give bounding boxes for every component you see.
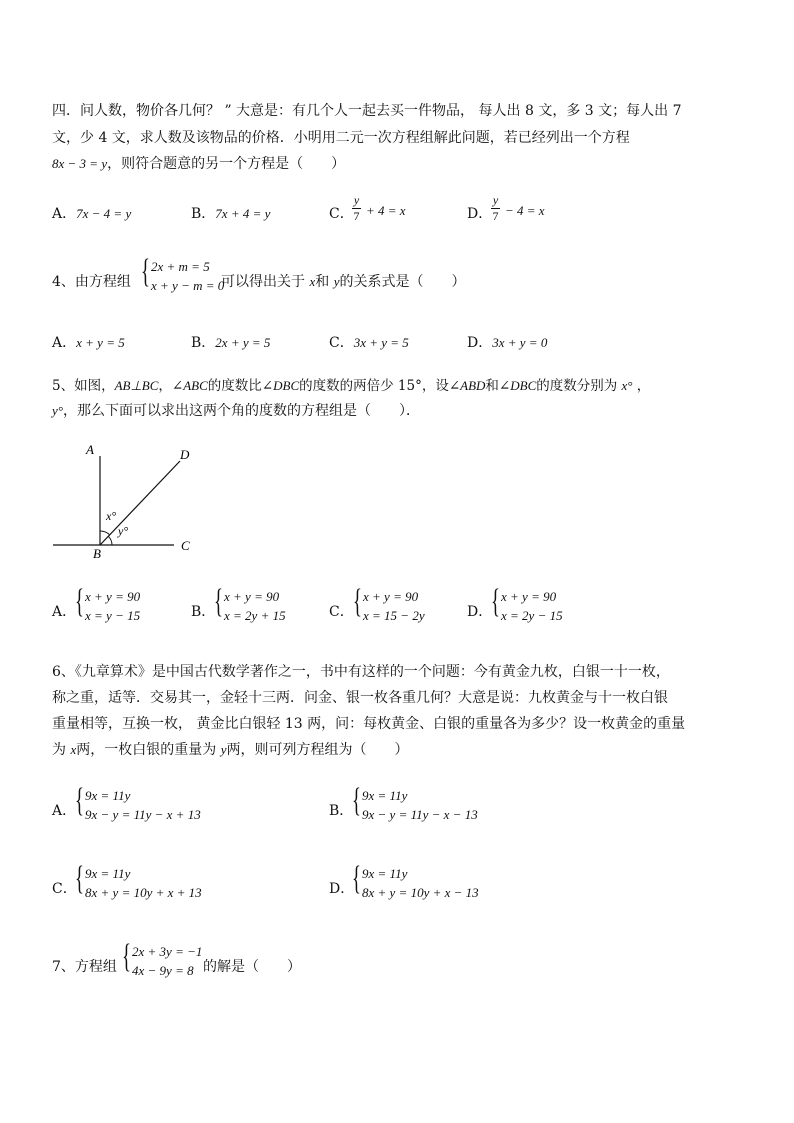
option-expr: 7x − 4 = y xyxy=(76,206,132,221)
system-line-1: 9x = 11y xyxy=(362,788,408,803)
system-line-1: x + y = 90 xyxy=(363,589,419,604)
q-prev-option-d-label: D． xyxy=(467,206,493,222)
brace-icon: { xyxy=(214,583,223,620)
q6-line1: 6、《九章算术》是中国古代数学著作之一，书中有这样的一个问题：今有黄金九枚，白银一十一枚， xyxy=(52,664,670,680)
system-line-1: x + y = 90 xyxy=(501,589,557,604)
q6-option-b-label: B． xyxy=(329,803,354,819)
q4-suffix-b: 和 xyxy=(315,274,330,290)
brace-icon: { xyxy=(75,860,84,897)
q5-option-c-label: C． xyxy=(329,604,354,620)
label-a: A xyxy=(86,442,94,457)
angle-figure xyxy=(50,438,200,558)
option-expr: 3x + y = 5 xyxy=(353,335,409,350)
label-b: B xyxy=(93,546,101,558)
option-label: C． xyxy=(329,335,354,351)
q-prev-line3-text: ，则符合题意的另一个方程是（ ） xyxy=(107,156,346,172)
system-line-2: 9x − y = 11y − x − 13 xyxy=(362,807,478,822)
var-y: y xyxy=(333,274,340,289)
q4-option-c xyxy=(329,332,409,352)
q5-math: AB⊥BC xyxy=(114,378,159,393)
q5-text: 的度数分别为 xyxy=(536,378,618,394)
q4-option-d xyxy=(467,332,547,352)
system-line-2: 9x − y = 11y − x + 13 xyxy=(85,807,201,822)
q5-text: ，那么下面可以求出这两个角的度数的方程组是（ ）． xyxy=(62,403,420,419)
q-prev-option-b xyxy=(191,203,270,223)
q5-text: 5、如图， xyxy=(52,378,115,394)
option-label: A． xyxy=(52,206,77,222)
system-line-1: 2x + 3y = −1 xyxy=(132,944,203,959)
fraction-numerator: y xyxy=(492,193,499,207)
q5-text: 的度数的两倍少 15°，设∠ xyxy=(299,378,461,394)
q5-math: x° xyxy=(621,378,633,393)
option-label: A． xyxy=(52,335,77,351)
q6-text: 两，一枚白银的重量为 xyxy=(76,742,217,758)
q-prev-option-c-rest: + 4 = x xyxy=(366,203,406,218)
q4-suffix-c: 的关系式是（ ） xyxy=(339,274,466,290)
q5-math: DBC xyxy=(273,378,300,393)
system-line-1: 9x = 11y xyxy=(85,866,131,881)
option-label: D． xyxy=(467,335,493,351)
angle-arc-y xyxy=(108,536,112,545)
q-prev-option-d-rest: − 4 = x xyxy=(505,203,545,218)
brace-icon: { xyxy=(353,583,362,620)
q6-option-c-label: C． xyxy=(52,881,77,897)
brace-icon: { xyxy=(75,583,84,620)
q5-math: ABD xyxy=(460,378,486,393)
q5-math: DBC xyxy=(510,378,537,393)
option-label: B． xyxy=(191,206,216,222)
q4-suffix-a: 可以得出关于 xyxy=(221,274,305,290)
q-prev-line2: 文，少 4 文，求人数及该物品的价格．小明用二元一次方程组解此问题，若已经列出一个方程 xyxy=(52,130,630,146)
q-prev-line3 xyxy=(52,153,345,173)
q5-text: 的度数比∠ xyxy=(207,378,274,394)
system-line-1: x + y = 90 xyxy=(224,589,280,604)
system-line-1: x + y = 90 xyxy=(85,589,141,604)
q5-option-a-label: A． xyxy=(52,604,77,620)
var-x: x xyxy=(70,742,77,757)
label-c: C xyxy=(181,538,190,553)
q5-option-b-label: B． xyxy=(191,604,216,620)
system-line-2: 4x − 9y = 8 xyxy=(132,963,194,978)
q-prev-option-c-label: C． xyxy=(329,206,354,222)
brace-icon: { xyxy=(352,782,361,819)
system-line-2: x = 2y − 15 xyxy=(501,608,563,623)
label-y-angle: y° xyxy=(118,524,129,538)
q-prev-option-a xyxy=(52,203,131,223)
q-prev-option-c-fraction xyxy=(352,194,361,223)
q5-line1 xyxy=(52,374,650,394)
q5-text: 和∠ xyxy=(485,378,511,394)
option-expr: x + y = 5 xyxy=(76,335,125,350)
q6-option-d-label: D． xyxy=(329,881,355,897)
q-prev-line1: 四．问人数，物价各几何？ ” 大意是：有几个人一起去买一件物品， 每人出 8 文，多 3 文；每人出 7 xyxy=(52,103,682,119)
q4-suffix xyxy=(221,271,465,291)
system-line-2: x = y − 15 xyxy=(85,608,141,623)
var-x: x xyxy=(309,274,316,289)
brace-icon: { xyxy=(75,782,84,819)
brace-icon: { xyxy=(352,860,361,897)
q6-text: 为 xyxy=(52,742,66,758)
q5-text: ， xyxy=(636,378,651,394)
system-line-2: 8x + y = 10y + x − 13 xyxy=(362,885,479,900)
ray-bd xyxy=(100,461,180,545)
brace-icon: { xyxy=(141,253,150,290)
q5-math: ABC xyxy=(183,378,208,393)
q6-option-a-label: A． xyxy=(52,803,77,819)
angle-arc-x xyxy=(100,531,110,535)
q6-text: 两，则可列方程组为（ ） xyxy=(226,742,409,758)
q4-option-b xyxy=(191,332,270,352)
q4-option-a xyxy=(52,332,125,352)
q4-prefix: 4、由方程组 xyxy=(52,274,131,290)
system-line-1: 9x = 11y xyxy=(85,788,131,803)
system-line-2: x = 15 − 2y xyxy=(363,608,425,623)
fraction-numerator: y xyxy=(353,193,360,207)
system-line-2: x = 2y + 15 xyxy=(224,608,286,623)
q-prev-option-d-fraction xyxy=(491,194,500,223)
option-expr: 2x + y = 5 xyxy=(215,335,271,350)
system-line-2: 8x + y = 10y + x + 13 xyxy=(85,885,202,900)
fraction-denominator: 7 xyxy=(492,209,499,223)
label-d: D xyxy=(180,447,190,462)
system-line-1: 2x + m = 5 xyxy=(151,259,210,274)
brace-icon: { xyxy=(122,938,131,975)
q5-text: ，∠ xyxy=(158,378,184,394)
var-y: y xyxy=(220,742,227,757)
system-line-2: x + y − m = 0 xyxy=(151,278,225,293)
q5-math: y° xyxy=(52,403,63,418)
option-expr: 3x + y = 0 xyxy=(492,335,548,350)
system-line-1: 9x = 11y xyxy=(362,866,408,881)
fraction-denominator: 7 xyxy=(353,209,360,223)
q6-line3: 重量相等，互换一枚， 黄金比白银轻 13 两，问：每枚黄金、白银的重量各为多少？设一枚黄金的重量 xyxy=(52,716,686,732)
q6-line2: 称之重，适等．交易其一，金轻十三两．问金、银一枚各重几何？大意是说：九枚黄金与十一枚白银 xyxy=(52,690,668,706)
q6-line4 xyxy=(52,739,408,759)
q7-suffix: 的解是（ ） xyxy=(203,959,301,975)
given-equation: 8x − 3 = y xyxy=(52,156,108,171)
q5-option-d-label: D． xyxy=(467,604,493,620)
brace-icon: { xyxy=(491,583,500,620)
q5-line2 xyxy=(52,400,420,420)
option-label: B． xyxy=(191,335,216,351)
label-x-angle: x° xyxy=(106,509,117,523)
option-expr: 7x + 4 = y xyxy=(215,206,271,221)
q7-prefix: 7、方程组 xyxy=(52,959,117,975)
